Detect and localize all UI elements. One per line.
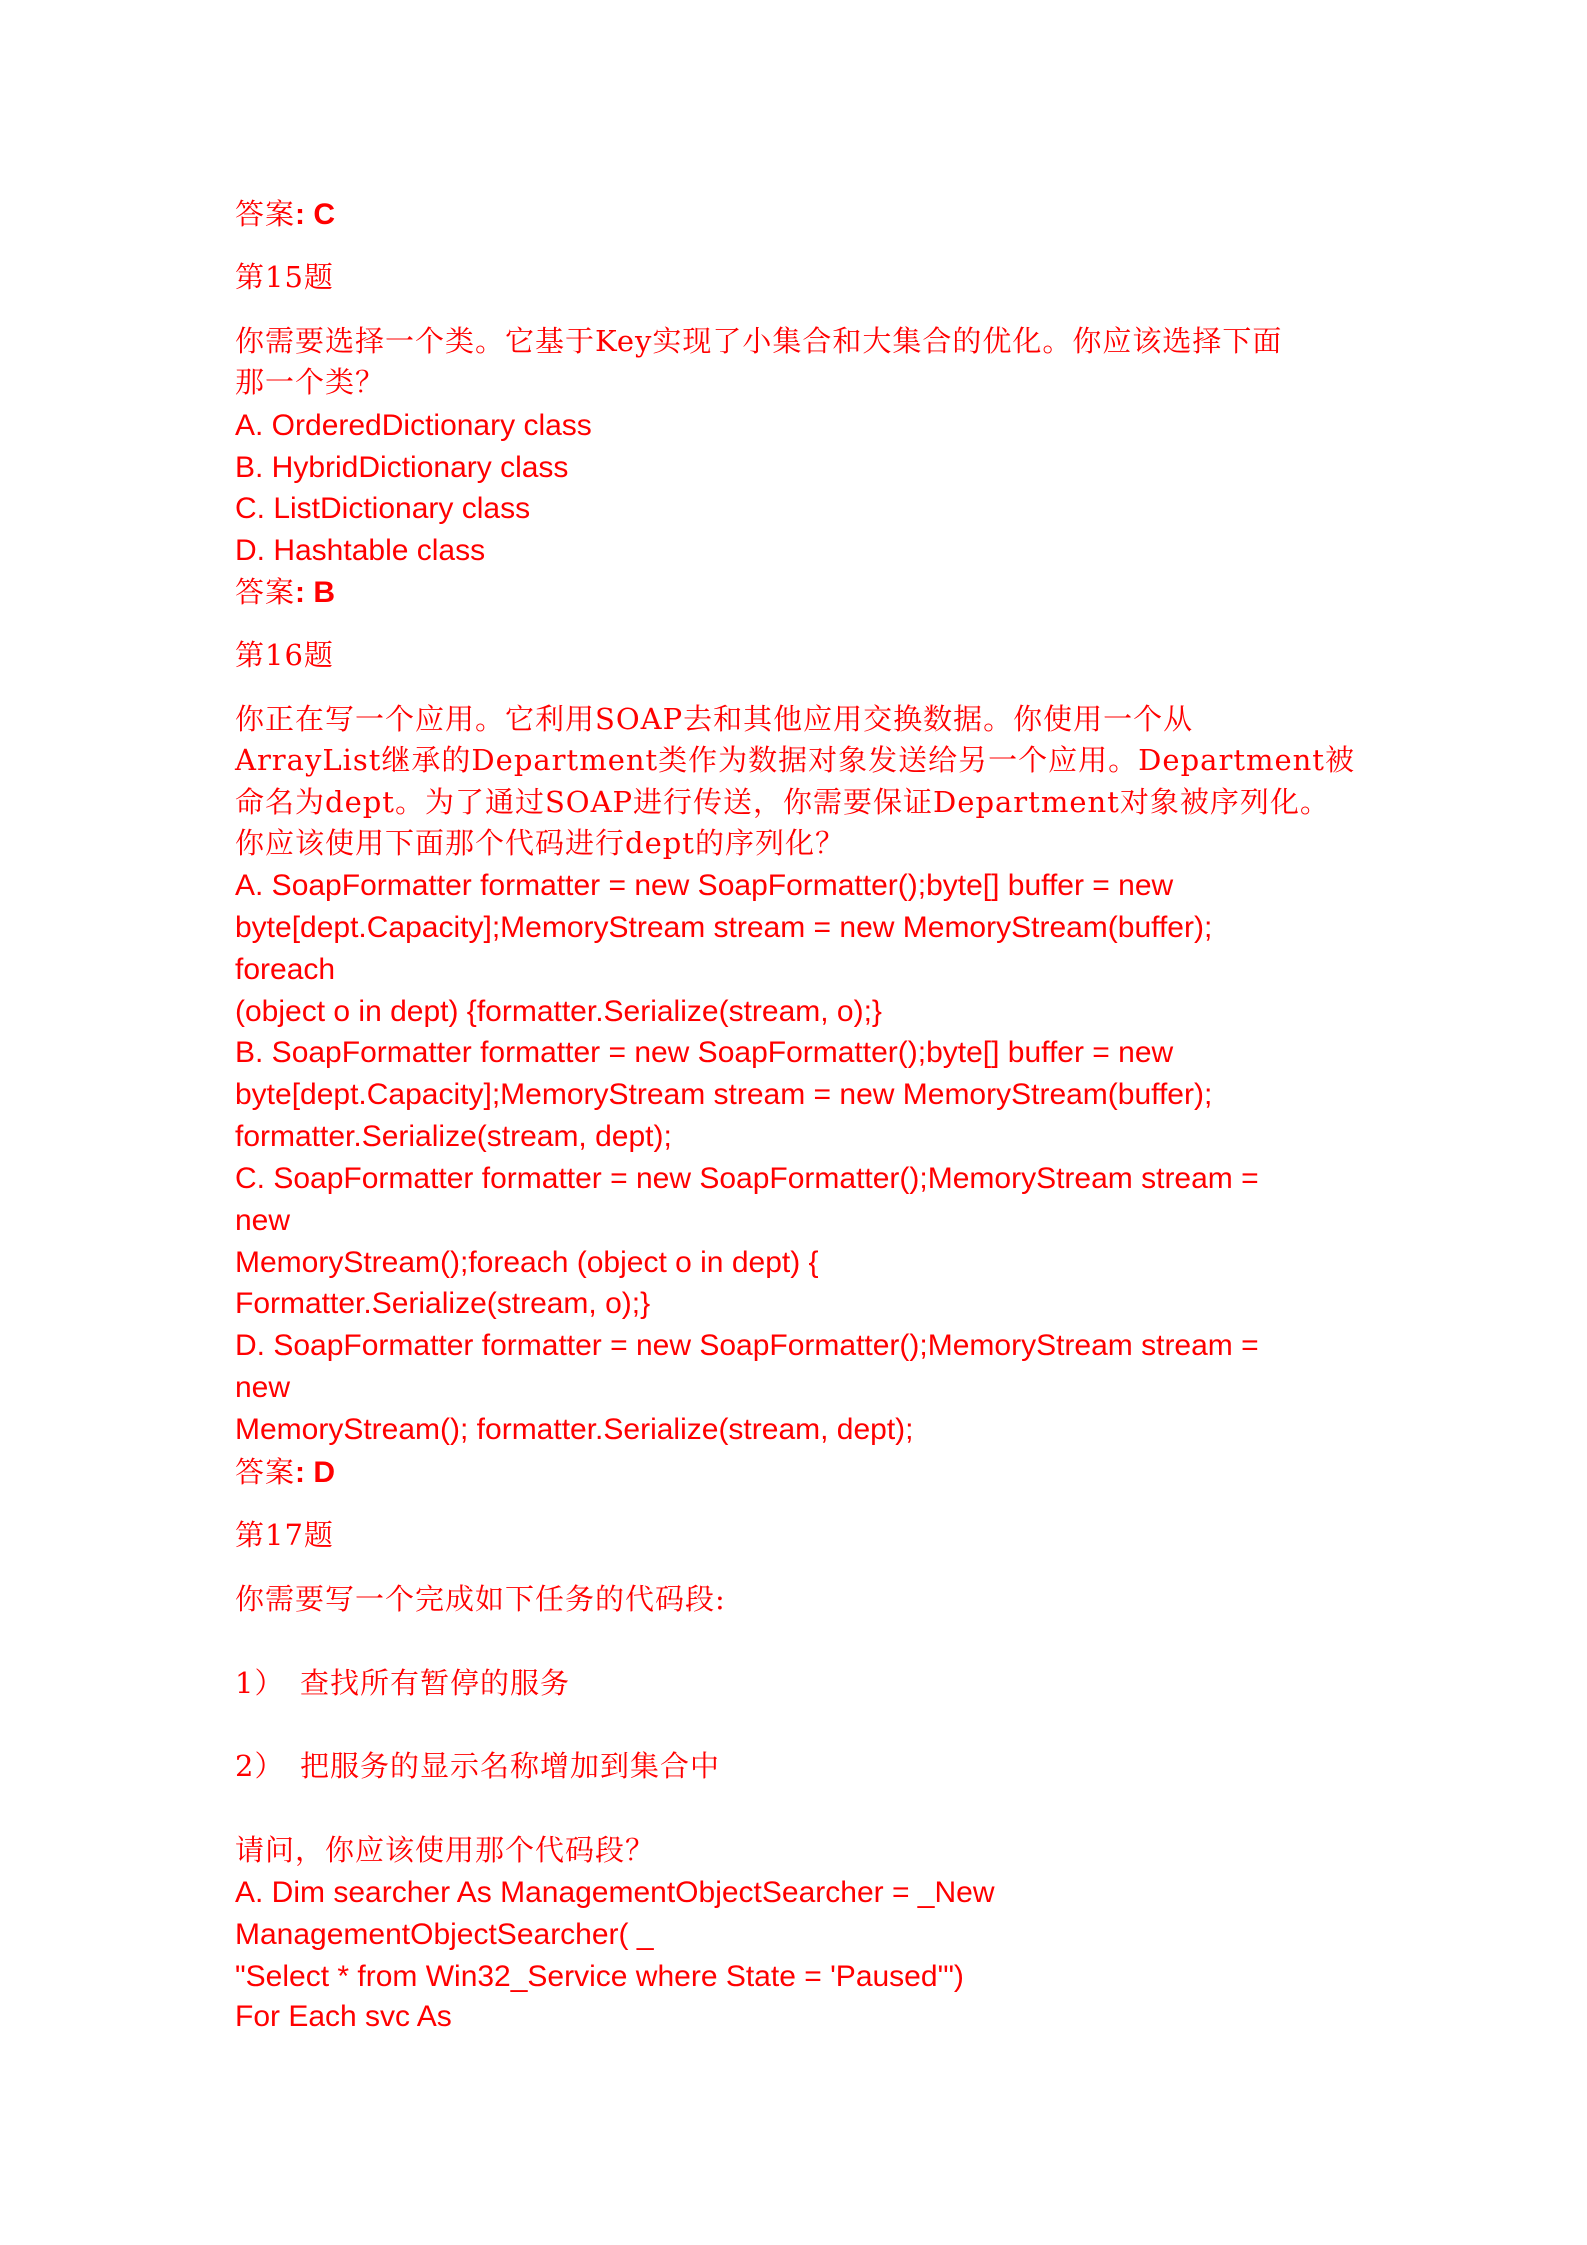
q17-option-line: ManagementObjectSearcher( _: [235, 1918, 654, 1951]
q17-option-line: A. Dim searcher As ManagementObjectSearcher = _New: [235, 1876, 995, 1909]
q17-prompt: 请问，你应该使用那个代码段？: [235, 1833, 656, 1867]
q16-option-line: MemoryStream(); formatter.Serialize(stream, dept);: [235, 1413, 914, 1446]
q16-question-line: 你应该使用下面那个代码进行dept的序列化？: [235, 826, 845, 860]
q15-option-d: D. Hashtable class: [235, 534, 486, 567]
q17-task: 1） 查找所有暂停的服务: [235, 1666, 570, 1700]
q16-answer: [235, 1451, 335, 1493]
q16-option-line: D. SoapFormatter formatter = new SoapFormatter();MemoryStream stream =: [235, 1329, 1259, 1362]
q16-option-line: A. SoapFormatter formatter = new SoapFormatter();byte[] buffer = new: [235, 869, 1174, 902]
q15-question-line: 那一个类？: [235, 365, 386, 399]
q16-question-line: 命名为dept。为了通过SOAP进行传送，你需要保证Department对象被序列化。: [235, 785, 1330, 819]
q15-option-b: B. HybridDictionary class: [235, 451, 569, 484]
q17-option-line: For Each svc As: [235, 2000, 452, 2033]
q15-answer: [235, 571, 335, 613]
q16-option-line: MemoryStream();foreach (object o in dept) {: [235, 1246, 819, 1279]
q16-option-line: new: [235, 1204, 291, 1237]
answer-value: : B: [295, 576, 336, 609]
answer-label: 答案: [235, 1455, 296, 1489]
q14-answer: [235, 193, 335, 235]
q16-option-line: B. SoapFormatter formatter = new SoapFormatter();byte[] buffer = new: [235, 1036, 1174, 1069]
q16-question-line: 你正在写一个应用。它利用SOAP去和其他应用交换数据。你使用一个从: [235, 702, 1194, 736]
q16-question-line: ArrayList继承的Department类作为数据对象发送给另一个应用。Department被: [235, 743, 1355, 777]
answer-value: : C: [295, 198, 336, 231]
q15-title: 第15题: [235, 260, 334, 294]
q15-option-c: C. ListDictionary class: [235, 492, 531, 525]
q16-option-line: formatter.Serialize(stream, dept);: [235, 1120, 672, 1153]
q15-question-line: 你需要选择一个类。它基于Key实现了小集合和大集合的优化。你应该选择下面: [235, 324, 1283, 358]
q16-option-line: new: [235, 1371, 291, 1404]
q17-option-line: "Select * from Win32_Service where State = 'Paused'"): [235, 1960, 964, 1993]
answer-label: 答案: [235, 575, 296, 609]
q16-title: 第16题: [235, 638, 334, 672]
q16-option-line: foreach: [235, 953, 336, 986]
q16-option-line: byte[dept.Capacity];MemoryStream stream = new MemoryStream(buffer);: [235, 911, 1213, 944]
q17-title: 第17题: [235, 1518, 334, 1552]
q16-option-line: Formatter.Serialize(stream, o);}: [235, 1287, 651, 1320]
answer-value: : D: [295, 1456, 336, 1489]
q16-option-line: C. SoapFormatter formatter = new SoapFormatter();MemoryStream stream =: [235, 1162, 1259, 1195]
q17-question: 你需要写一个完成如下任务的代码段:: [235, 1582, 726, 1616]
q16-option-line: (object o in dept) {formatter.Serialize(stream, o);}: [235, 995, 882, 1028]
answer-label: 答案: [235, 197, 296, 231]
q16-option-line: byte[dept.Capacity];MemoryStream stream = new MemoryStream(buffer);: [235, 1078, 1213, 1111]
q17-task: 2） 把服务的显示名称增加到集合中: [235, 1749, 720, 1783]
q15-option-a: A. OrderedDictionary class: [235, 409, 592, 442]
